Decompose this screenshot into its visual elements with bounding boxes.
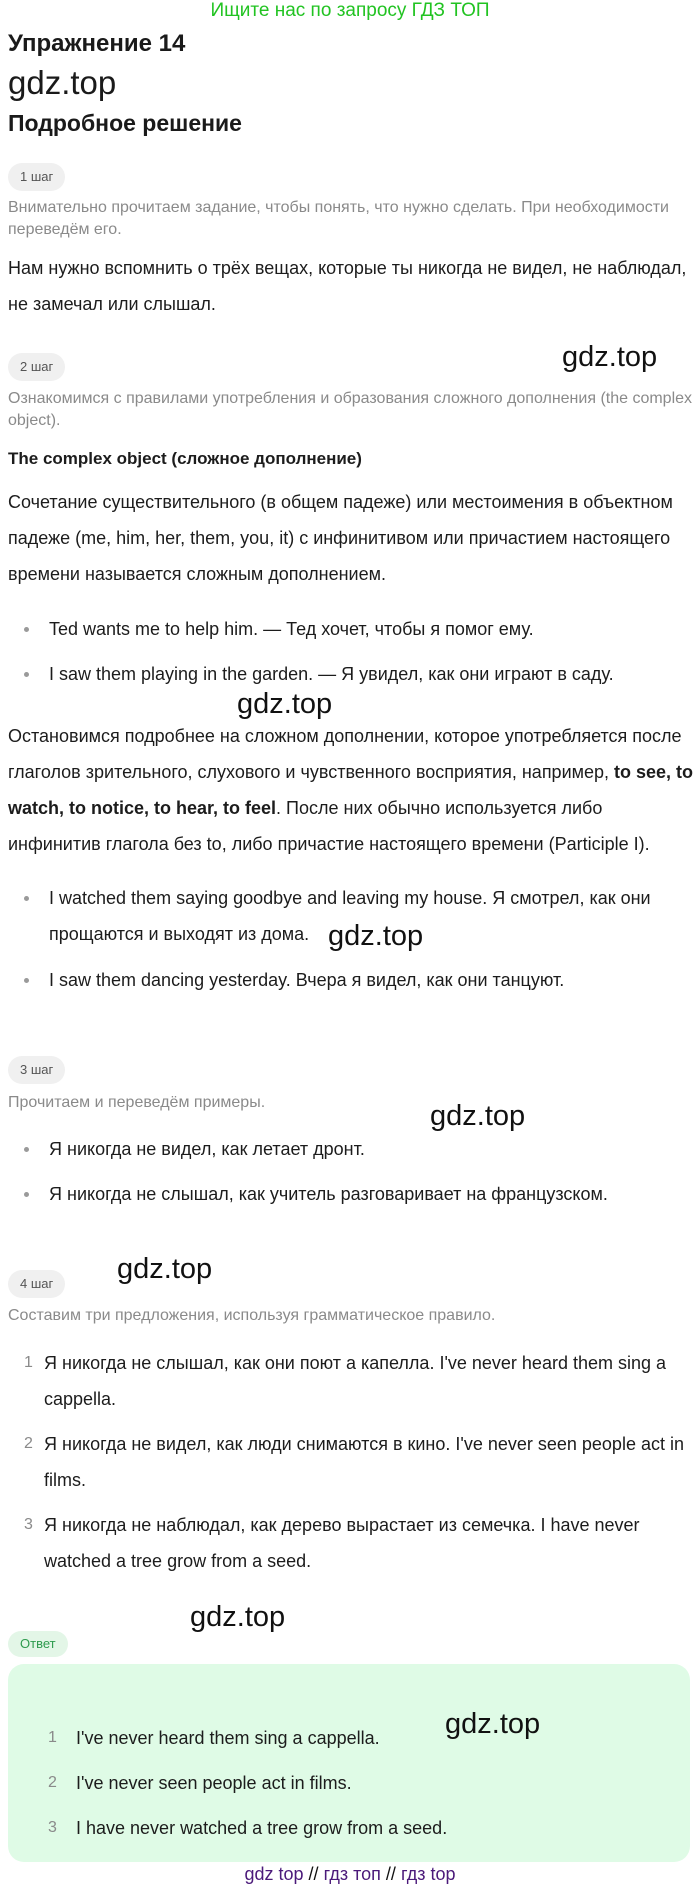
answer-box xyxy=(8,1664,690,1862)
list-item: I saw them playing in the garden. — Я увидел, как они играют в саду. xyxy=(24,656,684,692)
step-4-hint: Составим три предложения, используя грамматическое правило. xyxy=(8,1307,496,1324)
list-item: I watched them saying goodbye and leaving my house. Я смотрел, как они прощаются и выходят из дома. xyxy=(24,880,684,952)
watermark: gdz.top xyxy=(430,1100,526,1132)
footer-separator: // xyxy=(385,1864,396,1884)
bullet-dot-icon xyxy=(24,1192,29,1197)
step-1-text: Нам нужно вспомнить о трёх вещах, которые ты никогда не видел, не наблюдал, не замечал или слышал. xyxy=(8,258,687,314)
watermark: gdz.top xyxy=(445,1708,541,1740)
step-2-para-1: Сочетание существительного (в общем падеже) или местоимения в объектном падеже (me, him, her, them, you, it) с инфинитивом или причастием настоящего времени называется сложным дополнением. xyxy=(8,492,673,584)
answer-item: 2 I've never seen people act in films. xyxy=(48,1773,352,1793)
complex-object-heading: The complex object (сложное дополнение) xyxy=(8,449,362,468)
footer-links xyxy=(0,1864,700,1885)
list-item: Ted wants me to help him. — Тед хочет, чтобы я помог ему. xyxy=(24,611,684,647)
bullet-dot-icon xyxy=(24,627,29,632)
step-1-badge: 1 шаг xyxy=(8,163,65,191)
answer-item: 1 I've never heard them sing a cappella. xyxy=(48,1728,380,1748)
bullet-dot-icon xyxy=(24,896,29,901)
answer-badge: Ответ xyxy=(8,1631,68,1657)
bullet-dot-icon xyxy=(24,672,29,677)
step-2-hint: Ознакомимся с правилами употребления и образования сложного дополнения (the complex object). xyxy=(8,390,693,429)
list-item: Я никогда не слышал, как учитель разговаривает на французском. xyxy=(24,1176,684,1212)
brand-logo-text: gdz.top xyxy=(8,64,117,101)
step-4-badge: 4 шаг xyxy=(8,1270,65,1298)
footer-link-gdz-top-mixed[interactable]: гдз top xyxy=(400,1864,456,1884)
step-3-badge: 3 шаг xyxy=(8,1056,65,1084)
perception-verbs: to see, to watch, to notice, to hear, to feel xyxy=(8,762,694,818)
watermark: gdz.top xyxy=(237,688,333,720)
step-2-badge: 2 шаг xyxy=(8,353,65,381)
top-search-banner: Ищите нас по запросу ГДЗ ТОП xyxy=(210,0,490,21)
numbered-item: 1 Я никогда не слышал, как они поют а капелла. I've never heard them sing a cappella. xyxy=(24,1353,667,1409)
numbered-item: 2 Я никогда не видел, как люди снимаются в кино. I've never seen people act in films. xyxy=(24,1434,684,1490)
watermark: gdz.top xyxy=(562,341,658,373)
footer-link-gdz-top-ru[interactable]: гдз топ xyxy=(323,1864,381,1884)
watermark: gdz.top xyxy=(328,920,424,952)
footer-separator: // xyxy=(308,1864,319,1884)
step-1-hint: Внимательно прочитаем задание, чтобы понять, что нужно сделать. При необходимости переведём его. xyxy=(8,199,669,238)
watermark: gdz.top xyxy=(190,1601,286,1633)
exercise-title: Упражнение 14 xyxy=(8,30,186,57)
step-2-para-2: Остановимся подробнее на сложном дополнении, которое употребляется после глаголов зрительного, слухового и чувственного восприятия, например, to see, to watch, to notice, to hear, to feel. После них обычно используется либо инфинитив глагола без to, либо причастие настоящего времени (Participle I). xyxy=(8,726,694,854)
solution-title: Подробное решение xyxy=(8,110,242,136)
watermark: gdz.top xyxy=(117,1253,213,1285)
list-item: Я никогда не видел, как летает дронт. xyxy=(24,1131,684,1167)
footer-link-gdz-top[interactable]: gdz top xyxy=(244,1864,304,1884)
step-3-hint: Прочитаем и переведём примеры. xyxy=(8,1094,266,1111)
answer-item: 3 I have never watched a tree grow from a seed. xyxy=(48,1818,448,1838)
list-item: I saw them dancing yesterday. Вчера я видел, как они танцуют. xyxy=(24,962,684,998)
bullet-dot-icon xyxy=(24,1147,29,1152)
numbered-item: 3 Я никогда не наблюдал, как дерево вырастает из семечка. I have never watched a tree grow from a seed. xyxy=(24,1515,640,1571)
bullet-dot-icon xyxy=(24,978,29,983)
